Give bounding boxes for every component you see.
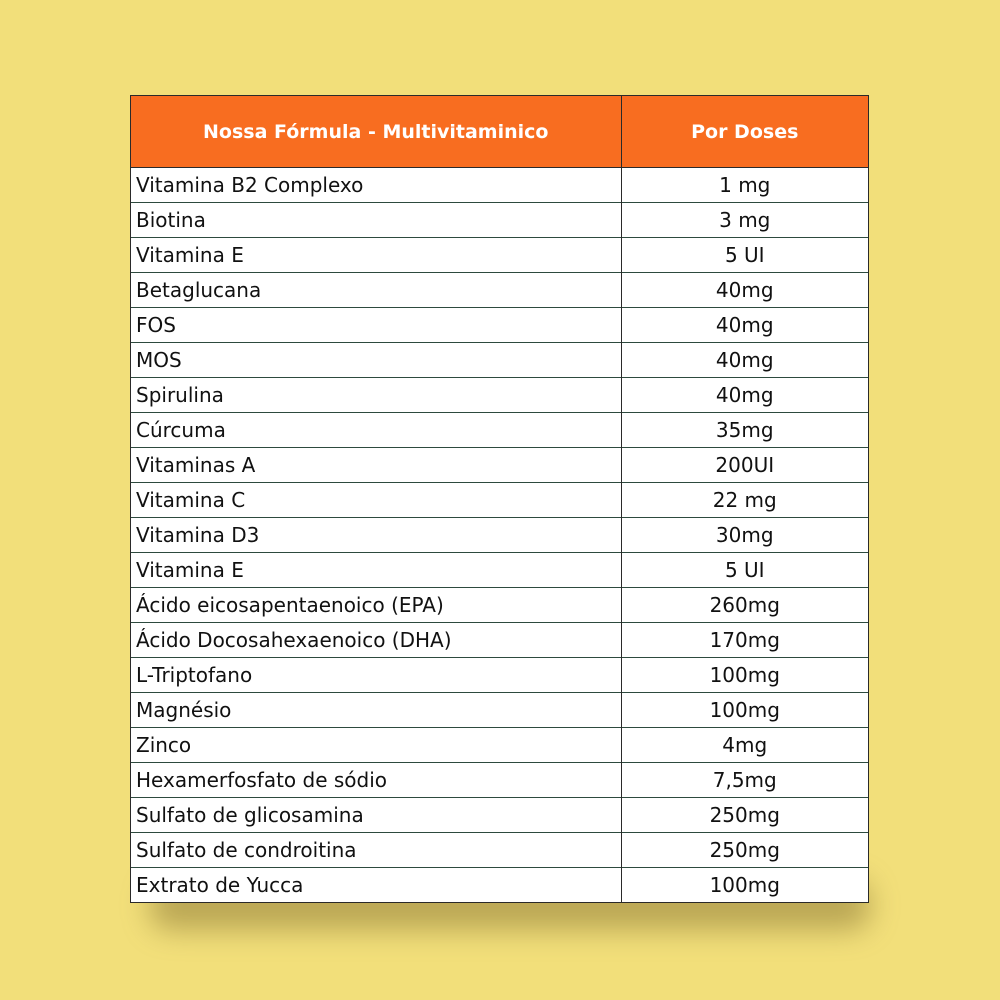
table-row: [131, 798, 868, 833]
header-formula: Nossa Fórmula - Multivitaminico: [131, 96, 621, 168]
ingredient-name: Vitaminas A: [131, 448, 621, 483]
header-doses: Por Doses: [621, 96, 868, 168]
ingredient-dose: 3 mg: [621, 203, 868, 238]
table-row: [131, 833, 868, 868]
table-row: [131, 728, 868, 763]
ingredient-dose: 40mg: [621, 343, 868, 378]
ingredient-dose: 170mg: [621, 623, 868, 658]
ingredient-name: MOS: [131, 343, 621, 378]
ingredient-dose: 260mg: [621, 588, 868, 623]
ingredient-name: Vitamina B2 Complexo: [131, 168, 621, 203]
table-row: [131, 413, 868, 448]
ingredient-dose: 35mg: [621, 413, 868, 448]
table-body: [131, 168, 868, 903]
ingredient-name: Ácido Docosahexaenoico (DHA): [131, 623, 621, 658]
ingredient-dose: 4mg: [621, 728, 868, 763]
ingredient-name: Vitamina E: [131, 553, 621, 588]
ingredient-name: Sulfato de glicosamina: [131, 798, 621, 833]
ingredient-dose: 1 mg: [621, 168, 868, 203]
ingredient-dose: 7,5mg: [621, 763, 868, 798]
ingredient-dose: 250mg: [621, 798, 868, 833]
ingredient-dose: 100mg: [621, 658, 868, 693]
ingredient-name: Ácido eicosapentaenoico (EPA): [131, 588, 621, 623]
ingredient-name: Extrato de Yucca: [131, 868, 621, 903]
ingredient-dose: 40mg: [621, 378, 868, 413]
table-row: [131, 658, 868, 693]
ingredient-name: Sulfato de condroitina: [131, 833, 621, 868]
ingredient-dose: 40mg: [621, 308, 868, 343]
table-row: [131, 518, 868, 553]
ingredient-dose: 40mg: [621, 273, 868, 308]
table-row: [131, 343, 868, 378]
ingredient-name: L-Triptofano: [131, 658, 621, 693]
nutrition-table-card: [130, 95, 869, 903]
ingredient-dose: 5 UI: [621, 238, 868, 273]
table-row: [131, 378, 868, 413]
table-row: [131, 273, 868, 308]
table-row: [131, 763, 868, 798]
table-row: [131, 623, 868, 658]
ingredient-name: Cúrcuma: [131, 413, 621, 448]
ingredient-name: Betaglucana: [131, 273, 621, 308]
table-row: [131, 483, 868, 518]
ingredient-name: FOS: [131, 308, 621, 343]
table-row: [131, 168, 868, 203]
table-header-row: [131, 96, 868, 168]
table-row: [131, 588, 868, 623]
ingredient-dose: 250mg: [621, 833, 868, 868]
ingredient-dose: 100mg: [621, 868, 868, 903]
table-row: [131, 693, 868, 728]
table-row: [131, 238, 868, 273]
table-row: [131, 868, 868, 903]
ingredient-dose: 30mg: [621, 518, 868, 553]
ingredient-dose: 22 mg: [621, 483, 868, 518]
ingredient-name: Zinco: [131, 728, 621, 763]
ingredient-name: Hexamerfosfato de sódio: [131, 763, 621, 798]
ingredient-dose: 100mg: [621, 693, 868, 728]
ingredient-name: Vitamina C: [131, 483, 621, 518]
ingredient-name: Biotina: [131, 203, 621, 238]
ingredient-dose: 200UI: [621, 448, 868, 483]
table-row: [131, 203, 868, 238]
nutrition-table: [131, 96, 868, 902]
ingredient-name: Spirulina: [131, 378, 621, 413]
table-row: [131, 308, 868, 343]
table-row: [131, 553, 868, 588]
ingredient-name: Vitamina D3: [131, 518, 621, 553]
ingredient-name: Magnésio: [131, 693, 621, 728]
table-row: [131, 448, 868, 483]
ingredient-name: Vitamina E: [131, 238, 621, 273]
ingredient-dose: 5 UI: [621, 553, 868, 588]
